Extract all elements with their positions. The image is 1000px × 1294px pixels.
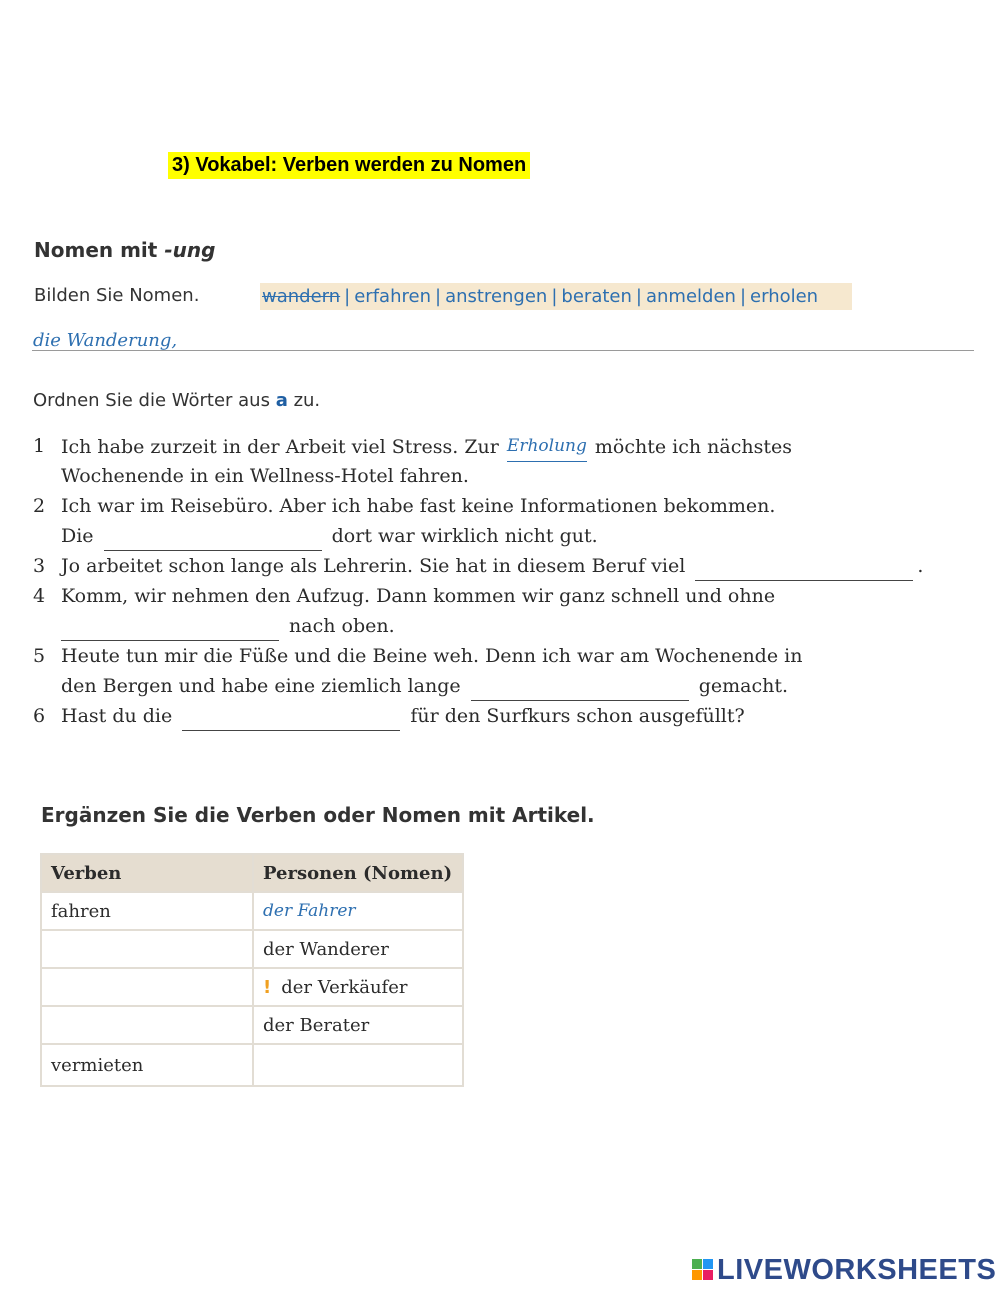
instruction-bilden: Bilden Sie Nomen.: [34, 285, 200, 306]
verb-cell: fahren: [41, 892, 253, 930]
item-text: für den Surfkurs schon ausgefüllt?: [404, 705, 745, 727]
column-header-personen: Personen (Nomen): [253, 854, 463, 892]
item-text: Wochenende in ein Wellness-Hotel fahren.: [61, 465, 469, 487]
noun-cell: [253, 968, 463, 1006]
item-number: 2: [33, 495, 46, 517]
item-number: 3: [33, 555, 46, 577]
word-item: anstrengen: [445, 286, 548, 307]
verb-cell-blank[interactable]: [41, 968, 253, 1006]
exercise-item-1: [33, 431, 973, 491]
noun-cell: der Berater: [253, 1006, 463, 1044]
word-item: wandern: [262, 286, 341, 307]
word-item: anmelden: [645, 286, 736, 307]
noun-cell-blank[interactable]: [253, 1044, 463, 1086]
item-number: 5: [33, 645, 46, 667]
word-box: wandern | erfahren | anstrengen | beraten | anmelden | erholen: [260, 283, 852, 310]
noun-cell: der Wanderer: [253, 930, 463, 968]
verb-cell-blank[interactable]: [41, 930, 253, 968]
word-item: erfahren: [354, 286, 431, 307]
worksheet-title: 3) Vokabel: Verben werden zu Nomen: [168, 152, 530, 179]
item-line: [61, 701, 745, 731]
item-text: nach oben.: [283, 615, 395, 637]
example-answer: die Wanderung,: [33, 330, 178, 351]
instruction-ordnen: [33, 390, 320, 411]
instruction-ref: a: [275, 390, 288, 411]
logo-text: LIVEWORKSHEETS: [717, 1254, 997, 1286]
table-row: [41, 1006, 463, 1044]
table-header-row: [41, 854, 463, 892]
item-text: den Bergen und habe eine ziemlich lange: [61, 675, 467, 697]
item-text: möchte ich nächstes: [588, 436, 792, 458]
word-item: erholen: [750, 286, 819, 307]
verb-cell-blank[interactable]: [41, 1006, 253, 1044]
exercise-item-2: [33, 491, 973, 551]
item-number: 4: [33, 585, 46, 607]
item-line: [61, 611, 395, 641]
item-text: Jo arbeitet schon lange als Lehrerin. Sie hat in diesem Beruf viel: [61, 555, 692, 577]
exercise-item-5: [33, 641, 973, 701]
answer-input-line[interactable]: [32, 350, 974, 351]
section-title-table: Ergänzen Sie die Verben oder Nomen mit Artikel.: [41, 803, 595, 827]
verb-noun-table: [40, 853, 464, 1087]
verb-cell: vermieten: [41, 1044, 253, 1086]
column-header-verben: Verben: [41, 854, 253, 892]
item-text: gemacht.: [692, 675, 789, 697]
noun-text: der Verkäufer: [281, 976, 408, 998]
item-line: [61, 671, 788, 701]
instruction-text: zu.: [287, 390, 321, 411]
item-text: Komm, wir nehmen den Aufzug. Dann kommen wir ganz schnell und ohne: [61, 585, 776, 607]
item-number: 6: [33, 705, 46, 727]
table-row: [41, 968, 463, 1006]
item-line: [61, 431, 792, 462]
item-text: Ich habe zurzeit in der Arbeit viel Stress. Zur: [61, 436, 505, 458]
exercise-item-3: [33, 551, 973, 581]
logo-grid-icon: [692, 1259, 714, 1281]
answer-blank[interactable]: [471, 680, 689, 701]
item-line: [61, 521, 598, 551]
instruction-text: Ordnen Sie die Wörter aus: [33, 390, 276, 411]
exclamation-icon: !: [263, 976, 272, 998]
word-item: beraten: [561, 286, 632, 307]
section-title-suffix: -ung: [164, 238, 216, 262]
item-text: .: [917, 555, 924, 577]
liveworksheets-logo: [692, 1254, 996, 1287]
item-text: Ich war im Reisebüro. Aber ich habe fast keine Informationen bekommen.: [61, 495, 776, 517]
item-text: Heute tun mir die Füße und die Beine weh. Denn ich war am Wochenende in: [61, 645, 803, 667]
section-title-prefix: Nomen mit: [34, 238, 165, 262]
answer-blank[interactable]: [61, 620, 279, 641]
item-text: Die: [61, 525, 100, 547]
item-line: [61, 551, 923, 581]
answer-blank[interactable]: [104, 530, 322, 551]
item-text: dort war wirklich nicht gut.: [325, 525, 598, 547]
answer-blank[interactable]: [695, 560, 913, 581]
table-row: [41, 1044, 463, 1086]
exercise-item-4: [33, 581, 973, 641]
noun-cell: der Fahrer: [253, 892, 463, 930]
table-row: [41, 892, 463, 930]
answer-filled: Erholung: [507, 431, 587, 462]
item-text: Hast du die: [61, 705, 179, 727]
answer-blank[interactable]: [182, 710, 400, 731]
exercise-item-6: [33, 701, 973, 731]
item-number: 1: [33, 435, 46, 457]
section-title-ung: [34, 238, 215, 262]
table-row: [41, 930, 463, 968]
